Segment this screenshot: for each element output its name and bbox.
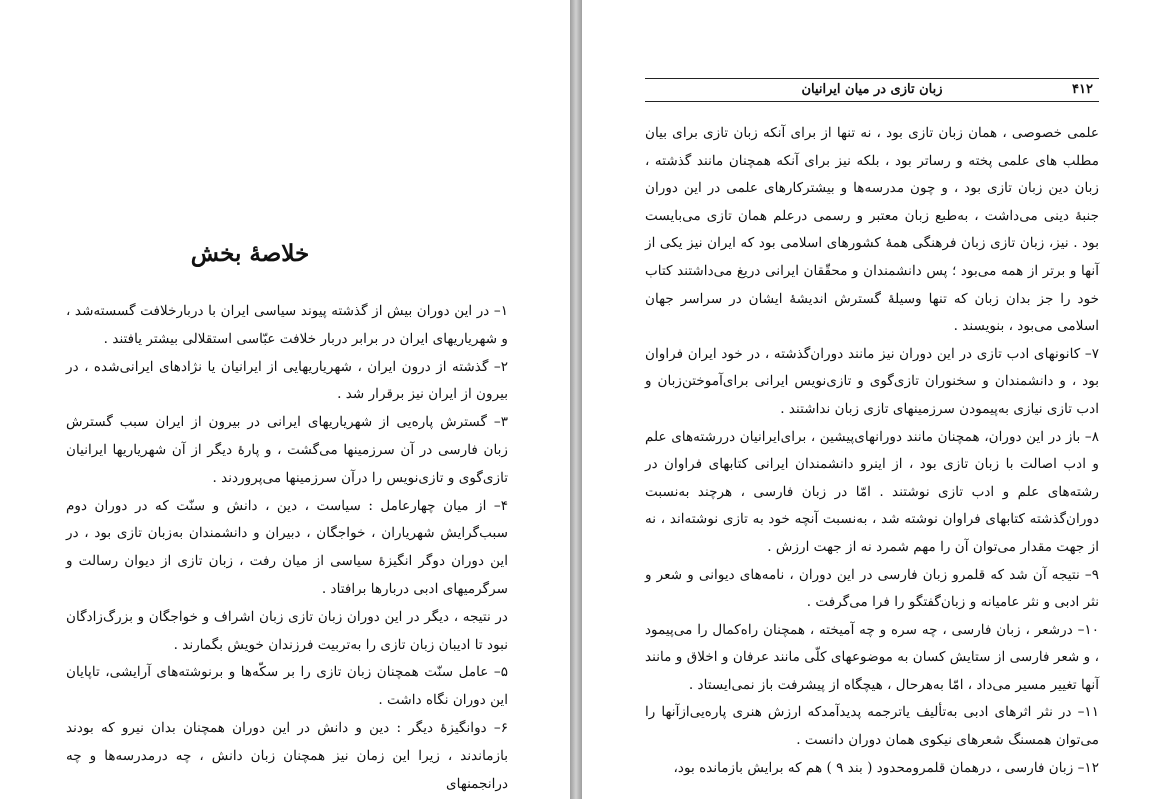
paragraph: ۴– از میان چهارعامل : سیاست ، دین ، دانش و سنّت که در دوران دوم سبب‌گرایش شهریاران ، خواجگان ، دبیران و دانشمندان به‌زبان تازی بود ، در این دوران دوگر انگیزهٔ سیاسی از میان رفت ، زبان تازی از دیوان رسالت و سرگرمیهای ادبی دربارها برافتاد . xyxy=(66,497,508,597)
paragraph: ۱۲– زبان فارسی ، درهمان قلمرومحدود ( بند ۹ ) هم که برایش بازمانده بود، xyxy=(673,759,1099,776)
book-gutter xyxy=(570,0,582,799)
left-body-text xyxy=(66,298,508,798)
paragraph: ۲– گذشته از درون ایران ، شهریاریهایی از ایرانیان یا نژادهای ایرانی‌شده ، در بیرون از ایران نیز برقرار شد . xyxy=(66,358,508,403)
paragraph: ۹– نتیجه آن شد که قلمرو زبان فارسی در این دوران ، نامه‌های دیوانی و شعر و نثر ادبی و نثر عامیانه و زبان‌گفتگو را فرا می‌گرفت . xyxy=(645,566,1099,611)
right-body-text xyxy=(645,120,1099,782)
paragraph: ۱۰– درشعر ، زبان فارسی ، چه سره و چه آمیخته ، همچنان راه‌کمال را می‌پیمود ، و شعر فارسی از ستایش کسان به موضوعهای کلّی مانند عرفان و اخلاق و مانند آنها تغییر مسیر می‌داد ، امّا به‌هرحال ، هیچگاه از پیشرفت باز نمی‌ایستاد . xyxy=(645,621,1099,693)
paragraph: ۱– در این دوران بیش از گذشته پیوند سیاسی ایران با دربارخلافت گسسته‌شد ، و شهریاریهای ایران در برابر دربار خلافت عبّاسی استقلالی بیشتر یافتند . xyxy=(66,303,508,347)
page-number: ۴۱۲ xyxy=(1072,82,1093,97)
section-title: خلاصهٔ بخش xyxy=(190,240,310,267)
left-page xyxy=(0,0,570,799)
paragraph: ۵– عامل سنّت همچنان زبان تازی را بر سکّه‌ها و برنوشته‌های آرایشی، تاپایان این دوران نگاه داشت . xyxy=(66,664,508,709)
paragraph: ۷– کانونهای ادب تازی در این دوران نیز مانند دوران‌گذشته ، در خود ایران فراوان بود ، و دانشمندان و سخنوران تازی‌گوی و تازی‌نویس‌ ایرانی برای‌آموختن‌زبان و ادب تازی نیازی به‌پیمودن سرزمینهای تازی زبان نداشتند . xyxy=(645,345,1099,417)
paragraph: ۱۱– در نثر اثرهای ادبی به‌تألیف یاترجمه پدیدآمدکه ارزش هنری پاره‌یی‌ازآنها را می‌توان همسنگ شعرهای نیکوی همان دوران دانست . xyxy=(645,704,1099,749)
paragraph: علمی خصوصی ، همان زبان تازی بود ، نه تنها از برای آنکه زبان تازی برای بیان مطلب های علمی پخته و رساتر بود ، بلکه نیز برای آنکه همچنان مانند گذشته ، زبان دین زبان تازی بود ، و چون مدرسه‌ها و بیشترکارهای علمی در این دوران جنبهٔ دینی می‌داشت ، به‌طبع زبان معتبر و رسمی درعلم همان تازی می‌بایست بود . نیز، زبان تازی زبان فرهنگی همهٔ کشورهای اسلامی بود که ایران نیز یکی از آنها و برتر از همه می‌بود ؛ پس دانشمندان و محقّقان ایرانی دریغ می‌داشتند کتاب خود را جز بدان زبان که تنها وسیلهٔ گسترش اندیشهٔ ایشان در سراسر جهان اسلامی می‌بود ، بنویسند . xyxy=(645,125,1099,335)
paragraph: در نتیجه ، دیگر در این دوران زبان تازی زبان اشراف و خواجگان و بزرگ‌زادگان نبود تا ادیبان زبان تازی را به‌تربیت فرزندان خویش بگمارند . xyxy=(66,608,508,653)
right-page xyxy=(582,0,1157,799)
paragraph: ۸– باز در این دوران، همچنان مانند دورانهای‌پیشین ، برای‌ایرانیان دررشته‌های علم و ادب اصالت با زبان تازی بود ، از اینرو دانشمندان ایرانی کتابهای فراوان در رشته‌های علم و ادب تازی نوشتند . امّا در زبان فارسی ، هرچند به‌نسبت دوران‌گذشته کتابهای فراوان نوشته شد ، به‌نسبت آنچه خود به تازی نوشته‌اند ، نه از جهت مقدار می‌توان آن را مهم شمرد نه از جهت ارزش . xyxy=(645,428,1099,555)
running-title: زبان تازی در میان ایرانیان xyxy=(801,82,943,97)
paragraph: ۶– دوانگیزهٔ دیگر : دین و دانش در این دوران همچنان بدان نیرو که بودند بازماندند ، زیرا این زمان نیز همچنان زبان دانش ، چه درمدرسه‌ها و چه درانجمنهای xyxy=(66,719,508,792)
running-header xyxy=(645,78,1099,102)
paragraph: ۳– گسترش پاره‌یی از شهریاریهای ایرانی در بیرون از ایران سبب گسترش زبان فارسی در آن سرزمینها می‌گشت ، و پارهٔ دیگر از آن شهریاریها ایرانیان تازی‌گوی و تازی‌نویس را درآن سرزمینها می‌پروردند . xyxy=(66,414,508,486)
